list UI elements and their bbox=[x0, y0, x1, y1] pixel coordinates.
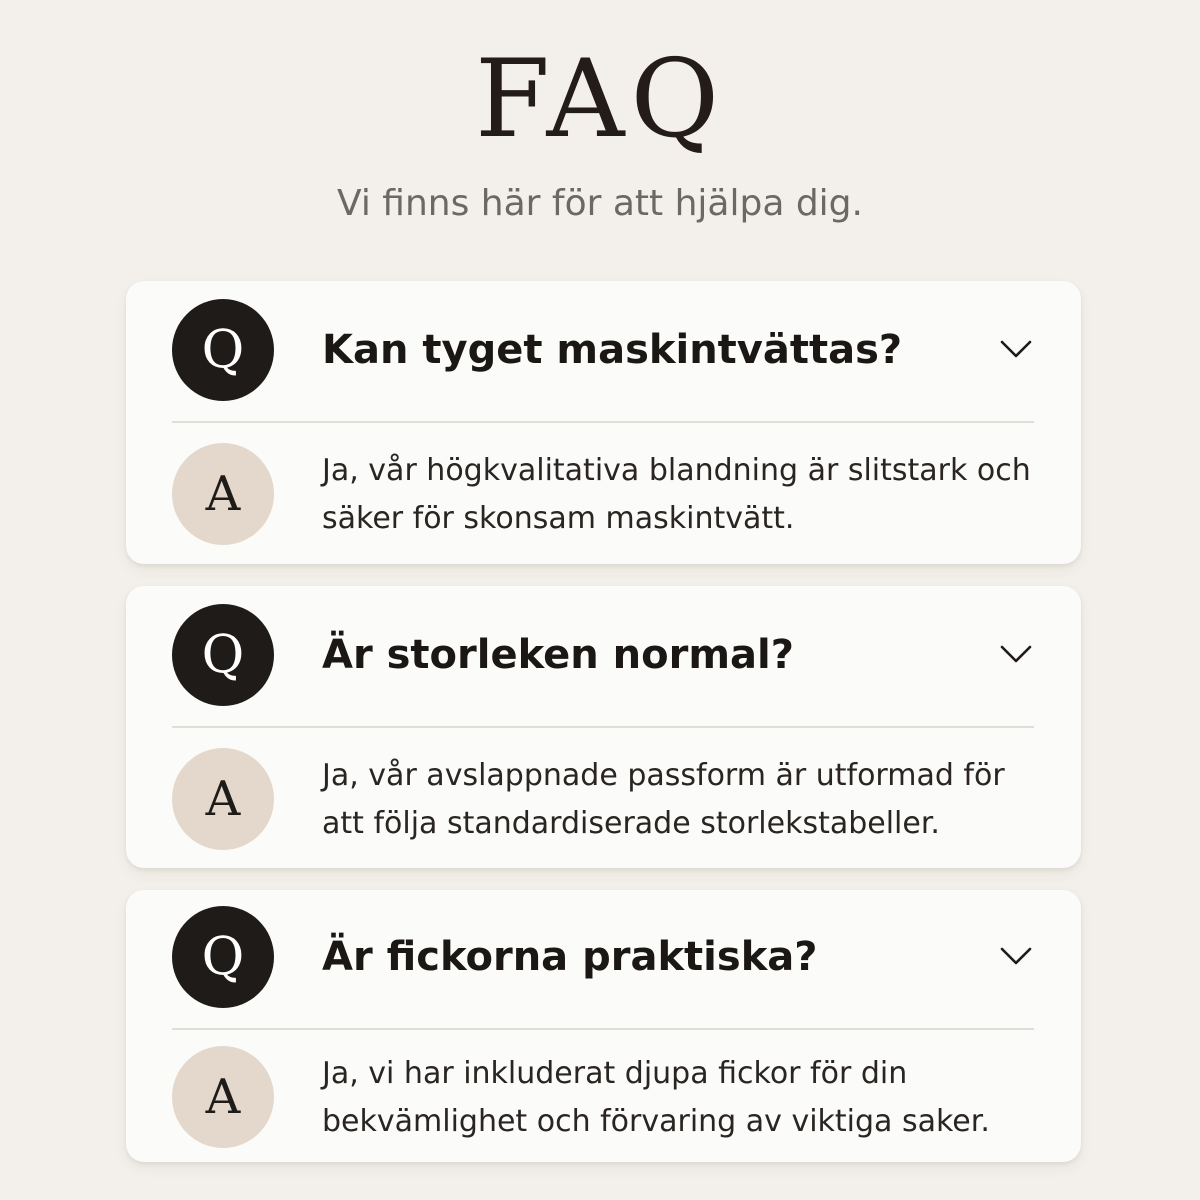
answer-badge: A bbox=[172, 443, 274, 545]
faq-answer: Ja, vår avslappnade passform är utformad för att följa standardiserade storlekstabeller. bbox=[322, 758, 1005, 841]
faq-question[interactable]: Är storleken normal? bbox=[322, 632, 794, 678]
page-title: FAQ bbox=[474, 37, 726, 162]
faq-item bbox=[126, 586, 1081, 868]
question-badge: Q bbox=[172, 906, 274, 1008]
question-badge: Q bbox=[172, 299, 274, 401]
faq-list bbox=[126, 281, 1081, 1184]
answer-badge: A bbox=[172, 1046, 274, 1148]
page-header bbox=[0, 37, 1200, 226]
faq-divider bbox=[172, 421, 1034, 423]
faq-answer-row bbox=[172, 443, 1034, 545]
chevron-down-icon[interactable] bbox=[998, 636, 1034, 672]
faq-question-row[interactable] bbox=[172, 299, 1034, 401]
faq-question-row[interactable] bbox=[172, 906, 1034, 1008]
faq-item bbox=[126, 890, 1081, 1162]
faq-question[interactable]: Är fickorna praktiska? bbox=[322, 934, 818, 980]
faq-question-row[interactable] bbox=[172, 604, 1034, 706]
chevron-down-icon[interactable] bbox=[998, 938, 1034, 974]
faq-question[interactable]: Kan tyget maskintvättas? bbox=[322, 327, 903, 373]
faq-divider bbox=[172, 1028, 1034, 1030]
faq-item bbox=[126, 281, 1081, 564]
page-subtitle: Vi finns här för att hjälpa dig. bbox=[337, 183, 863, 224]
faq-answer: Ja, vi har inkluderat djupa fickor för din bekvämlighet och förvaring av viktiga saker. bbox=[322, 1056, 990, 1139]
question-badge: Q bbox=[172, 604, 274, 706]
faq-answer-row bbox=[172, 748, 1034, 850]
faq-answer-row bbox=[172, 1046, 1034, 1148]
answer-badge: A bbox=[172, 748, 274, 850]
faq-answer: Ja, vår högkvalitativa blandning är slitstark och säker för skonsam maskintvätt. bbox=[322, 453, 1031, 536]
faq-divider bbox=[172, 726, 1034, 728]
chevron-down-icon[interactable] bbox=[998, 331, 1034, 367]
